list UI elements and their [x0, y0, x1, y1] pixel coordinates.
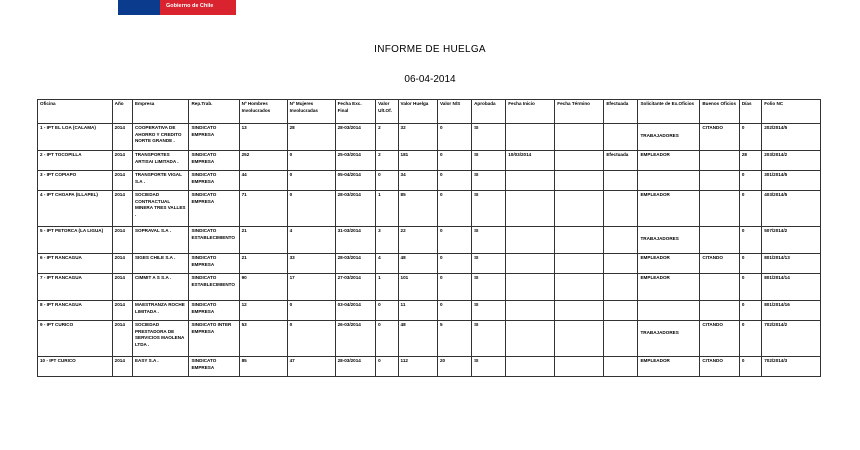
cell-fecha-inicio — [506, 321, 555, 357]
cell-valor-huelga: 112 — [398, 357, 437, 377]
cell-solicitante — [638, 171, 700, 191]
cell-empresa: TRANSPORTE VIGAL S.A . — [132, 171, 189, 191]
header-oficina: Oficina — [38, 100, 113, 124]
cell-fecha-termino — [555, 151, 604, 171]
cell-buenos-oficios — [700, 301, 739, 321]
cell-oficina: 8 - IPT RANCAGUA — [38, 301, 113, 321]
cell-empresa: SOPRAVAL S.A . — [132, 227, 189, 254]
cell-folio-nc: 507/2014/2 — [762, 227, 821, 254]
cell-dias: 0 — [739, 191, 761, 227]
cell-ano: 2014 — [112, 151, 132, 171]
cell-fecha-inicio — [506, 124, 555, 151]
cell-fecha-exc-final: 26-03/2014 — [335, 321, 376, 357]
cell-ano: 2014 — [112, 301, 132, 321]
table-row — [38, 301, 821, 321]
table-row — [38, 151, 821, 171]
header-valor-huelga: Valor Huelga — [398, 100, 437, 124]
cell-empresa: MAESTRANZA ROCHE LIMITADA . — [132, 301, 189, 321]
cell-valor-ult-of: 3 — [376, 227, 398, 254]
cell-dias: 0 — [739, 357, 761, 377]
cell-fecha-exc-final: 05-04/2014 — [335, 171, 376, 191]
cell-fecha-termino — [555, 321, 604, 357]
cell-mujeres: 33 — [287, 254, 335, 274]
cell-valor-ns: 0 — [437, 171, 471, 191]
cell-empresa: SIGES CHILE S.A . — [132, 254, 189, 274]
cell-efectuada — [604, 124, 638, 151]
cell-buenos-oficios: CITANDO — [700, 357, 739, 377]
cell-hombres: 21 — [239, 227, 287, 254]
header-rep-trab: Rep.Trab. — [189, 100, 239, 124]
cell-dias: 0 — [739, 301, 761, 321]
cell-solicitante: EMPLEADOR — [638, 151, 700, 171]
cell-buenos-oficios: CITANDO — [700, 321, 739, 357]
cell-mujeres: 0 — [287, 151, 335, 171]
cell-buenos-oficios — [700, 151, 739, 171]
cell-valor-ult-of: 0 — [376, 321, 398, 357]
cell-valor-ult-of: 1 — [376, 191, 398, 227]
cell-aprobada: SI — [472, 191, 506, 227]
cell-buenos-oficios — [700, 191, 739, 227]
cell-dias: 0 — [739, 321, 761, 357]
cell-rep-trab: SINDICATO EMPRESA — [189, 171, 239, 191]
cell-solicitante: EMPLEADOR — [638, 191, 700, 227]
cell-dias: 0 — [739, 171, 761, 191]
cell-fecha-termino — [555, 191, 604, 227]
cell-valor-ns: 0 — [437, 254, 471, 274]
cell-empresa: SOCIEDAD PRESTADORA DE SERVICIOS MAOLENA LTDA . — [132, 321, 189, 357]
cell-buenos-oficios: CITANDO — [700, 124, 739, 151]
header-hombres: Nº Hombres Involucrados — [239, 100, 287, 124]
gobierno-de-chile-logo — [118, 0, 236, 15]
cell-mujeres: 4 — [287, 227, 335, 254]
cell-ano: 2014 — [112, 274, 132, 301]
cell-dias: 0 — [739, 227, 761, 254]
cell-valor-ult-of: 0 — [376, 357, 398, 377]
cell-valor-ns: 20 — [437, 357, 471, 377]
cell-fecha-inicio — [506, 254, 555, 274]
cell-aprobada: SI — [472, 301, 506, 321]
cell-valor-ult-of: 1 — [376, 274, 398, 301]
cell-valor-ult-of: 0 — [376, 171, 398, 191]
cell-folio-nc: 801/2014/13 — [762, 254, 821, 274]
cell-fecha-termino — [555, 171, 604, 191]
cell-ano: 2014 — [112, 321, 132, 357]
table-row — [38, 191, 821, 227]
cell-empresa: COOPERATIVA DE AHORRO Y CREDITO NORTE GRANDE . — [132, 124, 189, 151]
cell-rep-trab: SINDICATO EMPRESA — [189, 357, 239, 377]
cell-fecha-exc-final: 28-03/2014 — [335, 254, 376, 274]
cell-ano: 2014 — [112, 357, 132, 377]
cell-fecha-termino — [555, 274, 604, 301]
cell-efectuada — [604, 274, 638, 301]
cell-rep-trab: SINDICATO INTER EMPRESA — [189, 321, 239, 357]
table-header-row — [38, 100, 821, 124]
header-aprobada: Aprobada — [472, 100, 506, 124]
table-row — [38, 124, 821, 151]
cell-oficina: 3 - IPT COPIAPO — [38, 171, 113, 191]
report-date: 06-04-2014 — [404, 74, 456, 85]
cell-solicitante: TRABAJADORES — [638, 227, 700, 254]
cell-rep-trab: SINDICATO EMPRESA — [189, 301, 239, 321]
cell-valor-ns: 0 — [437, 124, 471, 151]
cell-fecha-inicio — [506, 301, 555, 321]
cell-valor-huelga: 48 — [398, 321, 437, 357]
cell-fecha-inicio — [506, 357, 555, 377]
cell-ano: 2014 — [112, 124, 132, 151]
cell-efectuada — [604, 321, 638, 357]
cell-efectuada: Efectuada — [604, 151, 638, 171]
cell-oficina: 7 - IPT RANCAGUA — [38, 274, 113, 301]
logo-blue-block — [118, 0, 160, 15]
cell-hombres: 85 — [239, 357, 287, 377]
cell-hombres: 71 — [239, 191, 287, 227]
cell-valor-huelga: 34 — [398, 171, 437, 191]
cell-aprobada: SI — [472, 357, 506, 377]
cell-dias: 0 — [739, 254, 761, 274]
cell-rep-trab: SINDICATO ESTABLECIMIENTO — [189, 274, 239, 301]
cell-oficina: 4 - IPT CHOAPA (ILLAPEL) — [38, 191, 113, 227]
cell-folio-nc: 801/2014/14 — [762, 274, 821, 301]
cell-aprobada: SI — [472, 321, 506, 357]
table-row — [38, 171, 821, 191]
cell-valor-ult-of: 2 — [376, 151, 398, 171]
cell-efectuada — [604, 227, 638, 254]
cell-valor-ult-of: 0 — [376, 301, 398, 321]
cell-valor-ult-of: 2 — [376, 124, 398, 151]
cell-folio-nc: 702/2014/2 — [762, 321, 821, 357]
cell-valor-ns: 0 — [437, 227, 471, 254]
cell-fecha-termino — [555, 357, 604, 377]
cell-folio-nc: 403/2014/5 — [762, 191, 821, 227]
cell-buenos-oficios: CITANDO — [700, 254, 739, 274]
cell-valor-huelga: 32 — [398, 124, 437, 151]
header-solicitante: Solicitante de Ex.Oficios — [638, 100, 700, 124]
cell-oficina: 10 - IPT CURICO — [38, 357, 113, 377]
cell-aprobada: SI — [472, 274, 506, 301]
cell-valor-ult-of: 4 — [376, 254, 398, 274]
cell-solicitante: EMPLEADOR — [638, 274, 700, 301]
cell-ano: 2014 — [112, 254, 132, 274]
cell-fecha-inicio: 10/03/2014 — [506, 151, 555, 171]
cell-solicitante — [638, 301, 700, 321]
cell-fecha-exc-final: 27-03/2014 — [335, 274, 376, 301]
cell-oficina: 5 - IPT PETORCA (LA LIGUA) — [38, 227, 113, 254]
header-dias: Días — [739, 100, 761, 124]
cell-empresa: SOCIEDAD CONTRACTUAL MINERA TRES VALLES . — [132, 191, 189, 227]
cell-oficina: 1 - IPT EL LOA (CALAMA) — [38, 124, 113, 151]
cell-aprobada: SI — [472, 124, 506, 151]
table-row — [38, 357, 821, 377]
table-row — [38, 227, 821, 254]
header-efectuada: Efectuada — [604, 100, 638, 124]
cell-fecha-exc-final: 31-03/2014 — [335, 227, 376, 254]
cell-dias: 28 — [739, 151, 761, 171]
cell-folio-nc: 301/2014/5 — [762, 171, 821, 191]
cell-oficina: 6 - IPT RANCAGUA — [38, 254, 113, 274]
cell-aprobada: SI — [472, 171, 506, 191]
header-empresa: Empresa — [132, 100, 189, 124]
cell-efectuada — [604, 254, 638, 274]
cell-fecha-termino — [555, 227, 604, 254]
cell-fecha-exc-final: 03-04/2014 — [335, 301, 376, 321]
header-fecha-termino: Fecha Término — [555, 100, 604, 124]
cell-valor-ns: 5 — [437, 321, 471, 357]
table-row — [38, 274, 821, 301]
header-fecha-inicio: Fecha Inicio — [506, 100, 555, 124]
cell-valor-ns: 0 — [437, 274, 471, 301]
cell-aprobada: SI — [472, 151, 506, 171]
cell-mujeres: 0 — [287, 191, 335, 227]
cell-buenos-oficios — [700, 227, 739, 254]
cell-aprobada: SI — [472, 254, 506, 274]
cell-fecha-inicio — [506, 274, 555, 301]
cell-hombres: 252 — [239, 151, 287, 171]
report-title: INFORME DE HUELGA — [374, 44, 486, 55]
cell-solicitante: EMPLEADOR — [638, 254, 700, 274]
cell-solicitante: TRABAJADORES — [638, 124, 700, 151]
cell-solicitante: EMPLEADOR — [638, 357, 700, 377]
cell-valor-ns: 0 — [437, 191, 471, 227]
cell-fecha-inicio — [506, 227, 555, 254]
cell-folio-nc: 801/2014/16 — [762, 301, 821, 321]
cell-rep-trab: SINDICATO EMPRESA — [189, 254, 239, 274]
header-fecha-exc-final: Fecha Exc. Final — [335, 100, 376, 124]
cell-aprobada: SI — [472, 227, 506, 254]
cell-efectuada — [604, 171, 638, 191]
cell-valor-huelga: 85 — [398, 191, 437, 227]
cell-rep-trab: SINDICATO EMPRESA — [189, 191, 239, 227]
cell-ano: 2014 — [112, 171, 132, 191]
cell-valor-huelga: 48 — [398, 254, 437, 274]
cell-empresa: TRANSPORTES ARTISAI LIMITADA . — [132, 151, 189, 171]
cell-rep-trab: SINDICATO ESTABLECIMIENTO — [189, 227, 239, 254]
cell-fecha-exc-final: 28-03/2014 — [335, 357, 376, 377]
cell-efectuada — [604, 191, 638, 227]
cell-hombres: 13 — [239, 124, 287, 151]
cell-ano: 2014 — [112, 191, 132, 227]
cell-oficina: 2 - IPT TOCOPILLA — [38, 151, 113, 171]
cell-hombres: 12 — [239, 301, 287, 321]
cell-mujeres: 0 — [287, 321, 335, 357]
cell-buenos-oficios — [700, 171, 739, 191]
cell-mujeres: 17 — [287, 274, 335, 301]
cell-fecha-inicio — [506, 171, 555, 191]
cell-valor-huelga: 11 — [398, 301, 437, 321]
cell-ano: 2014 — [112, 227, 132, 254]
cell-valor-huelga: 22 — [398, 227, 437, 254]
cell-hombres: 90 — [239, 274, 287, 301]
cell-mujeres: 28 — [287, 124, 335, 151]
cell-mujeres: 47 — [287, 357, 335, 377]
cell-empresa: EASY S.A . — [132, 357, 189, 377]
cell-fecha-exc-final: 28-03/2014 — [335, 191, 376, 227]
cell-hombres: 53 — [239, 321, 287, 357]
cell-dias: 0 — [739, 274, 761, 301]
cell-valor-ns: 0 — [437, 301, 471, 321]
cell-folio-nc: 202/2014/5 — [762, 124, 821, 151]
header-valor-ult-of: Valor Ult.Of. — [376, 100, 398, 124]
table-row — [38, 254, 821, 274]
cell-efectuada — [604, 357, 638, 377]
strike-report-table — [37, 99, 821, 377]
cell-mujeres: 0 — [287, 171, 335, 191]
logo-text: Gobierno de Chile — [166, 3, 214, 9]
cell-fecha-termino — [555, 124, 604, 151]
cell-fecha-exc-final: 28-03/2014 — [335, 124, 376, 151]
cell-valor-ns: 0 — [437, 151, 471, 171]
cell-efectuada — [604, 301, 638, 321]
cell-hombres: 44 — [239, 171, 287, 191]
header-ano: Año — [112, 100, 132, 124]
cell-folio-nc: 203/2014/2 — [762, 151, 821, 171]
cell-fecha-exc-final: 25-03/2014 — [335, 151, 376, 171]
header-valor-ns: Valor N/S — [437, 100, 471, 124]
cell-rep-trab: SINDICATO EMPRESA — [189, 151, 239, 171]
cell-dias: 0 — [739, 124, 761, 151]
cell-rep-trab: SINDICATO EMPRESA — [189, 124, 239, 151]
cell-fecha-inicio — [506, 191, 555, 227]
table-body — [38, 124, 821, 377]
cell-mujeres: 0 — [287, 301, 335, 321]
cell-buenos-oficios — [700, 274, 739, 301]
cell-fecha-termino — [555, 301, 604, 321]
cell-fecha-termino — [555, 254, 604, 274]
header-buenos-oficios: Buenos Oficios — [700, 100, 739, 124]
cell-solicitante: TRABAJADORES — [638, 321, 700, 357]
table-row — [38, 321, 821, 357]
header-mujeres: Nº Mujeres Involucradas — [287, 100, 335, 124]
cell-valor-huelga: 181 — [398, 151, 437, 171]
cell-folio-nc: 702/2014/3 — [762, 357, 821, 377]
cell-oficina: 9 - IPT CURICO — [38, 321, 113, 357]
header-folio-nc: Folio NC — [762, 100, 821, 124]
cell-valor-huelga: 101 — [398, 274, 437, 301]
cell-hombres: 21 — [239, 254, 287, 274]
cell-empresa: CIMMIT A S S.A . — [132, 274, 189, 301]
